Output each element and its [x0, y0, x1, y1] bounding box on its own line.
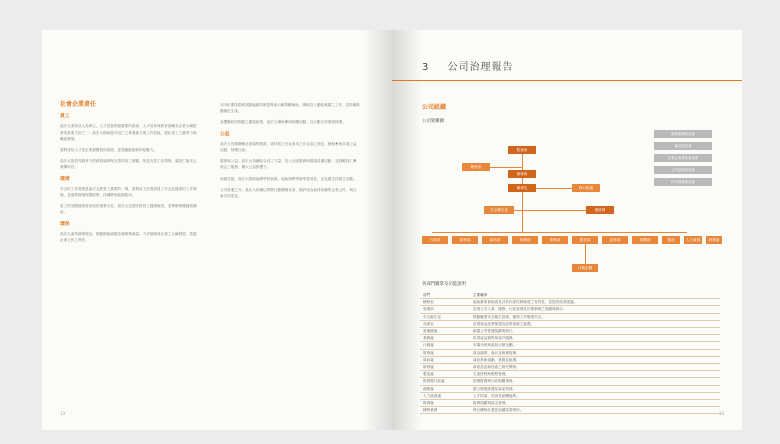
chapter-number: 3 — [422, 62, 430, 73]
department-table — [420, 292, 720, 414]
duty-cell: 負責產品品質保證及品質系統之維護。 — [470, 320, 720, 327]
table-header-cell: 主要職掌 — [470, 292, 720, 299]
duty-cell: 負責產品銷售與客戶服務。 — [470, 335, 720, 342]
gutter-shadow-right — [392, 30, 422, 430]
table-row — [420, 313, 720, 320]
table-row — [420, 385, 720, 392]
table-row — [420, 378, 720, 385]
table-row — [420, 349, 720, 356]
department-cell: 安全衛生室 — [420, 313, 470, 320]
duty-cell: 綜理財務與行政相關事務。 — [470, 378, 720, 385]
table-row — [420, 371, 720, 378]
subheading: 員工 — [60, 114, 70, 120]
table-row — [420, 328, 720, 335]
committee-box: 薪資報酬委員會 — [654, 130, 712, 138]
duty-cell: 新產品及新技術之研究開發。 — [470, 364, 720, 371]
committee-box: ESG管理委員會 — [654, 178, 712, 186]
left-column-1 — [60, 102, 200, 248]
table-header-cell: 部門 — [420, 292, 470, 299]
paragraph: 為響應政府推動之節能政策，晶宏大積極參與相關活動，以行動支持環境保護。 — [220, 120, 346, 125]
page-number: 13 — [60, 411, 66, 416]
org-unit-right: 人力資源 — [685, 238, 701, 242]
org-box-board: 董事會 — [508, 170, 536, 178]
committee-box: 審計委員會 — [654, 142, 712, 150]
duty-cell: 生產排程與製程管理。 — [470, 371, 720, 378]
duty-cell: 辦公環境維護及資產管理。 — [470, 385, 720, 392]
table-row — [420, 320, 720, 327]
table-title: 各部門職掌及功能說明 — [422, 282, 466, 287]
department-cell: 管理部 — [420, 306, 470, 313]
paragraph: 晶宏大秉持環保理念，推動節能減碳及廢棄物減量，力求環境與企業之永續發展，善盡企業公民之責任。 — [60, 231, 197, 243]
duty-cell: 協助董事會檢查及評估內部控制制度之有效性，並提供改善建議。 — [470, 299, 720, 306]
paragraph: 安全的工作環境是晶宏大經營上重要的一環，我們致力於提供員工安全及健康的工作環境，並落實環境保護政策，持續降低能源耗用。 — [60, 186, 197, 198]
duty-cell: 推動職業安全衛生管理，確保工作環境安全。 — [470, 313, 720, 320]
duty-cell: 財務規劃與資金管理。 — [470, 400, 720, 407]
department-cell: 營運總處 — [420, 328, 470, 335]
chapter-title: 公司治理報告 — [447, 62, 514, 73]
org-box-chairman: 董事長 — [508, 184, 536, 192]
paragraph: 環保與公益，晶宏大持續結合員工力量，投入社區服務與環境清潔活動，並鼓勵同仁參與志工服務，擴大公益影響力。 — [220, 159, 357, 170]
org-box-gm: 總經理 — [586, 206, 614, 214]
department-cell: 財務處 — [420, 400, 470, 407]
org-unit: 製造部 — [572, 236, 598, 244]
department-cell: 資訊處 — [420, 356, 470, 363]
paragraph: 員工的身體健康是家庭的重要支柱，晶宏大定期安排員工健康檢查，並舉辦相關健康講座。 — [60, 204, 197, 215]
subheading: 環保 — [60, 221, 70, 227]
chapter-rule — [392, 80, 742, 81]
department-cell: 人力資源處 — [420, 392, 470, 399]
department-cell: 品保室 — [420, 320, 470, 327]
subheading: 公益 — [220, 131, 230, 137]
committee-box: 公司治理委員會 — [654, 166, 712, 174]
duty-cell: 資金調度、會計及稅務管理。 — [470, 349, 720, 356]
org-line — [432, 232, 687, 233]
org-box-shareholders: 股東會 — [508, 146, 536, 154]
org-unit: 研發部 — [512, 236, 538, 244]
org-box-exec-secretary: 執行秘書 — [572, 184, 600, 192]
table-row — [420, 335, 720, 342]
paragraph: 103年獲得經濟部節能績效保證專案示範獎勵補助，積極投入節能減碳之工作，並持續推動綠色生產。 — [220, 103, 360, 114]
committee-box: 企業社會責任委員會 — [654, 154, 712, 162]
org-box-audit: 稽核室 — [462, 163, 490, 171]
table-row — [420, 407, 720, 414]
department-cell: 製造處 — [420, 371, 470, 378]
duty-cell: 負責公司人事、總務、行政管理及法務事務之規劃與執行。 — [470, 306, 720, 313]
paragraph: 公司營運之外，晶宏大持續以實際行動關懷社會，期許成為值得信賴的企業公民，與社會共同成長。 — [220, 187, 357, 199]
table-row — [420, 392, 720, 399]
duty-cell: 統籌公司營運規劃與執行。 — [470, 328, 720, 335]
department-cell: 總務處 — [420, 385, 470, 392]
org-unit: 行政部 — [422, 236, 448, 244]
org-unit: 品管部 — [602, 236, 628, 244]
department-cell: 稽核業務 — [420, 407, 470, 414]
section-title: 公司組織 — [422, 104, 447, 111]
paragraph: 晶宏大秉持以人為核心，人才是我們最重要的資產，人才培育與教育訓練為企業永續經營的重要方針之一，晶宏大積極提升同仁之專業能力與工作技能，強化員工之競爭力與職涯發展。 — [60, 124, 197, 141]
org-unit-right: 製造 — [662, 236, 680, 244]
table-row — [420, 306, 720, 313]
org-subunit: 行銷企劃 — [572, 264, 598, 272]
department-cell: 稽核室 — [420, 299, 470, 306]
table-row — [420, 342, 720, 349]
paragraph: 晶宏大長期關懷社會弱勢族群，秉持取之於社會用之於社會之理念，積極參與各項公益活動，回饋社會。 — [220, 141, 357, 153]
org-unit-right: 研發處 — [706, 236, 722, 244]
table-row — [420, 299, 720, 306]
left-page — [42, 30, 392, 430]
department-cell: 財務處 — [420, 349, 470, 356]
left-column-2 — [220, 102, 360, 204]
duty-cell: 市場分析與產品行銷企劃。 — [470, 342, 720, 349]
gutter-shadow-left — [362, 30, 392, 430]
org-line — [585, 244, 586, 264]
chapter-heading — [422, 58, 514, 73]
org-box-safety: 安全衛生室 — [484, 206, 514, 214]
duty-cell: 資訊系統規劃、建置及維護。 — [470, 356, 720, 363]
paragraph: 深耕在地，晶宏大捐助偏鄉學校資源，協助弱勢學童學習成長，並長期支持藝文活動。 — [220, 176, 357, 181]
org-line — [522, 154, 523, 232]
table-header-row — [420, 292, 720, 299]
paragraph: 晶宏大提供具競爭力的薪資福利與完善的員工照顧，營造友善工作環境，讓同仁能安心發揮所長。 — [60, 159, 197, 170]
department-cell: 研發處 — [420, 364, 470, 371]
paragraph: 我們深信人才是企業最寶貴的資源，更是驅動創新的原動力。 — [60, 148, 158, 153]
right-page — [392, 30, 742, 430]
page-number: 14 — [718, 411, 724, 416]
org-chart-title: 公司架構圖 — [422, 119, 444, 124]
duty-cell: 人才招募、培訓及薪酬福利。 — [470, 392, 720, 399]
department-cell: 行銷處 — [420, 342, 470, 349]
org-line — [490, 167, 522, 168]
org-unit: 財務部 — [452, 236, 478, 244]
duty-cell: 執行稽核計畫並追蹤改善情形。 — [470, 407, 720, 414]
org-unit: 業務部 — [542, 236, 568, 244]
department-cell: 財務暨行政處 — [420, 378, 470, 385]
table-row — [420, 364, 720, 371]
book-spread — [42, 30, 742, 430]
table-row — [420, 356, 720, 363]
section-title: 社會企業責任 — [60, 101, 97, 108]
org-line — [500, 210, 600, 211]
department-cell: 業務處 — [420, 335, 470, 342]
subheading: 環境 — [60, 176, 70, 182]
table-row — [420, 400, 720, 407]
org-unit: 採購部 — [632, 236, 658, 244]
org-unit: 資訊部 — [482, 236, 508, 244]
